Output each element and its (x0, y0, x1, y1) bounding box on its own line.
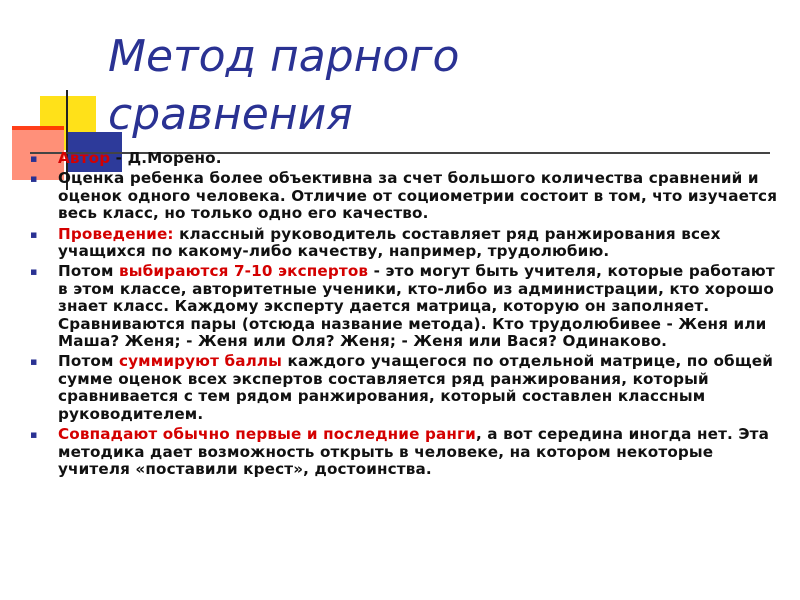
body-text: Потом (58, 352, 119, 371)
highlighted-text: Проведение: (58, 224, 174, 243)
body-text: классный руководитель составляет ряд ранжирования всех учащихся по какому-либо качеству, например, трудолюбию. (58, 224, 721, 261)
body-text: Потом (58, 262, 119, 281)
square-bullet-icon: ▪ (30, 428, 38, 442)
square-bullet-icon: ▪ (30, 355, 38, 369)
body-text: каждого учащегося по отдельной матрице, по общей сумме оценок всех экспертов составляется ряд ранжирования, который сравнивается с тем рядом ранжирования, который составлен классным руководителем. (58, 352, 773, 423)
square-bullet-icon: ▪ (30, 265, 38, 279)
bullet-item (30, 170, 780, 222)
slide-title (108, 28, 459, 144)
bullet-item (30, 353, 780, 423)
bullet-list (30, 150, 780, 481)
slide-title-line-1: Метод парного (108, 31, 460, 82)
highlighted-text: Совпадают обычно первые и последние ранги (58, 425, 476, 444)
highlighted-text: выбираются 7-10 экспертов (118, 262, 369, 281)
highlighted-text: суммируют баллы (118, 352, 283, 371)
bullet-item (30, 150, 780, 167)
slide-title-line-2: сравнения (108, 89, 353, 140)
body-text: - Д.Морено. (110, 149, 222, 167)
bullet-item (30, 263, 780, 350)
body-text: , а вот середина иногда нет. Эта методика дает возможность открыть в человеке, на котором некоторые учителя «поставили крест», достоинства. (58, 425, 770, 478)
bullet-item (30, 426, 780, 478)
highlighted-text: Автор (58, 149, 111, 167)
square-bullet-icon: ▪ (30, 172, 38, 186)
square-bullet-icon: ▪ (30, 227, 38, 241)
bullet-item (30, 226, 780, 261)
body-text: Оценка ребенка более объективна за счет большого количества сравнений и оценок одного человека. Отличие от социометрии состоит в том, что изучается весь класс, но только одно его качество. (58, 169, 778, 223)
body-text: - это могут быть учителя, которые работают в этом классе, авторитетные ученики, кто-либо из администрации, кто хорошо знает класс. Каждому эксперту дается матрица, которую он заполняет. Сравниваются пары (отсюда название метода). Кто трудолюбивее - Женя или Маша? Женя; - Женя или Оля? Женя; - Женя или Вася? Одинаково. (58, 262, 775, 351)
square-bullet-icon: ▪ (30, 152, 38, 165)
